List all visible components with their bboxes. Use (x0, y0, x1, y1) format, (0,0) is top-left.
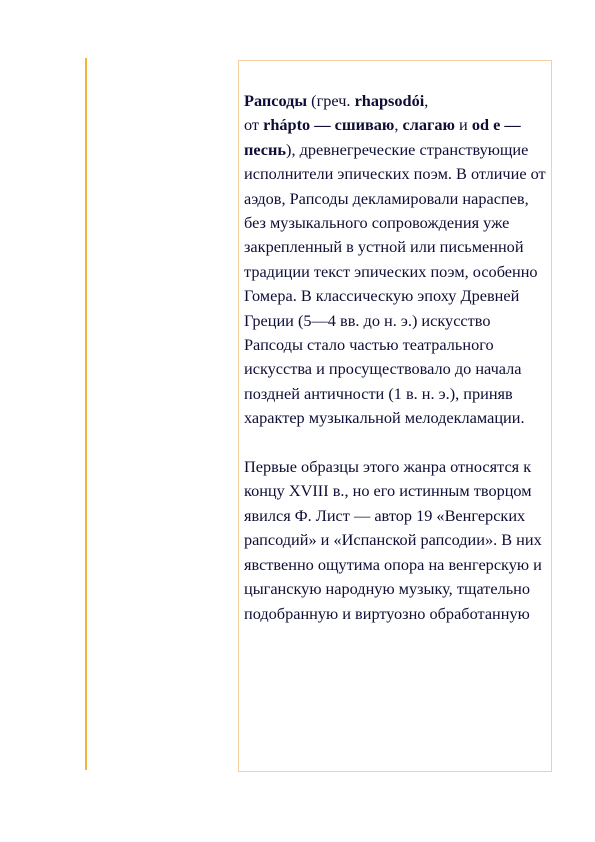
article-body (244, 89, 549, 626)
paragraph-definition (244, 89, 549, 431)
paragraph-definition-text: ), древнегреческие странствующие исполнители эпических поэм. В отличие от аэдов, Рапсоды декламировали нараспев, без музыкального сопровождения уже закрепленный в устной или письменной традиции текст эпических поэм, особенно Гомера. В классическую эпоху Древней Греции (5—4 вв. до н. э.) искусство Рапсоды стало частью театрального искусства и просуществовало до начала поздней античности (1 в. н. э.), приняв характер музыкальной мелодекламации. (244, 139, 546, 428)
term-rhapsodes: Рапсоды (244, 91, 308, 110)
text-segment: — (310, 115, 335, 135)
meaning-compose: слагаю (402, 115, 455, 135)
paragraph-liszt: Первые образцы этого жанра относятся к концу XVIII в., но его истинным творцом явился Ф. Лист — автор 19 «Венгерских рапсодий» и «Испанской рапсодии». В них явственно ощутима опора на венгерскую и цыганскую народную музыку, тщательно подобранную и виртуозно обработанную (244, 457, 542, 623)
greek-verb: rhápto (263, 115, 311, 135)
greek-term: rhapsodói (354, 91, 425, 110)
meaning-song: песнь (244, 139, 287, 159)
text-segment: , (394, 115, 403, 135)
text-segment: — (500, 115, 521, 135)
text-segment: , (424, 91, 429, 110)
left-margin-rule (85, 58, 87, 770)
text-segment: (греч. (307, 91, 355, 110)
text-segment: и (454, 115, 472, 135)
greek-ode: od e (471, 115, 501, 135)
text-segment: от (244, 115, 264, 135)
meaning-sew: сшиваю (334, 115, 395, 135)
